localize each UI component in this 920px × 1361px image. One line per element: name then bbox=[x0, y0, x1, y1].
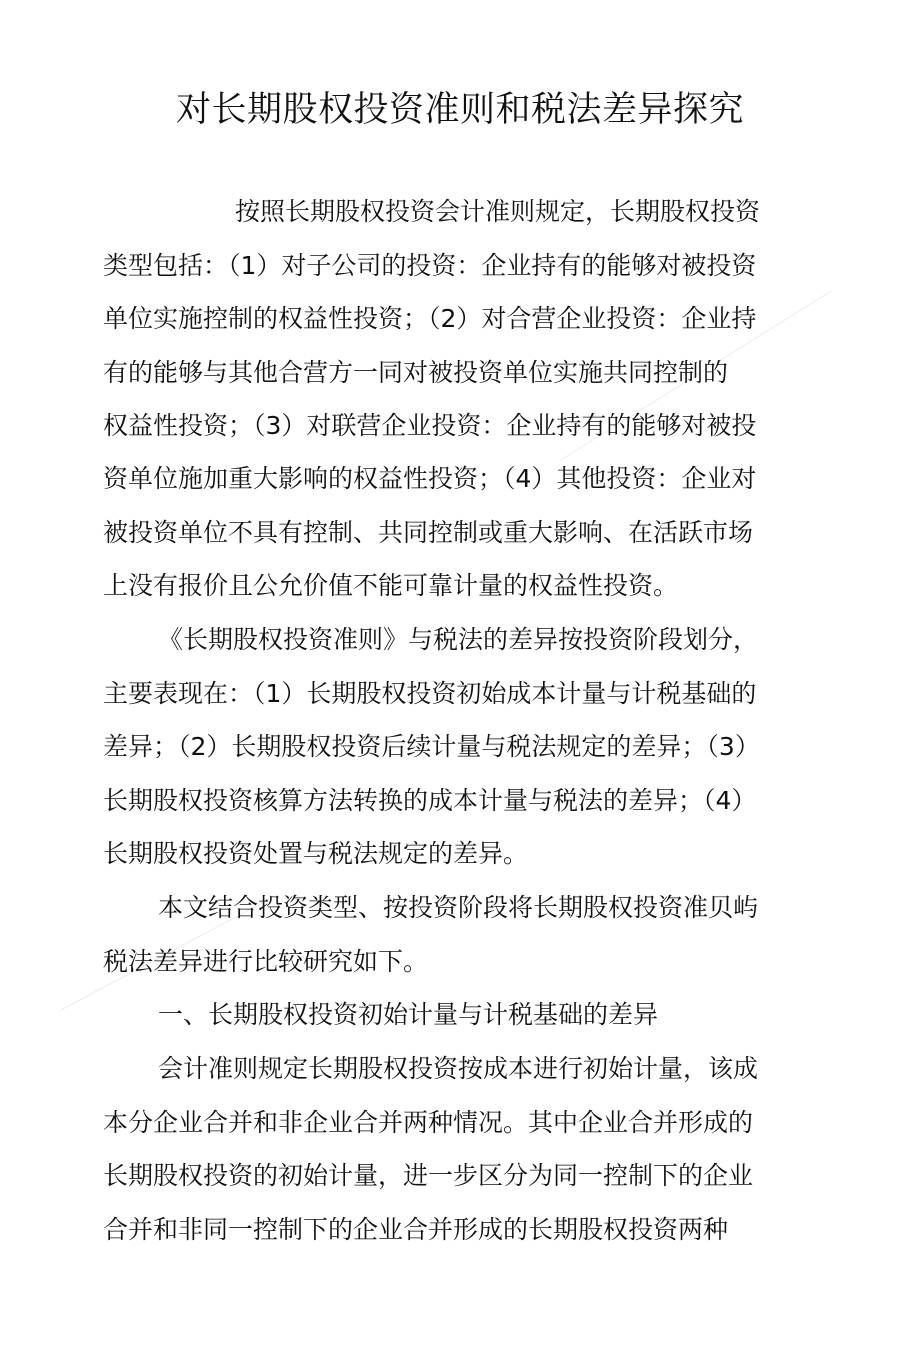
paragraph-4-line-2: 本分企业合并和非企业合并两种情况。其中企业合并形成的 bbox=[103, 1108, 754, 1137]
paragraph-1-line-7: 被投资单位不具有控制、共同控制或重大影响、在活跃市场 bbox=[103, 518, 754, 547]
paragraph-1-line-6: 资单位施加重大影响的权益性投资；（4）其他投资：企业对 bbox=[103, 464, 757, 493]
paragraph-4-line-1: 会计准则规定长期股权投资按成本进行初始计量，该成 bbox=[158, 1054, 759, 1083]
paragraph-2-line-4: 长期股权投资核算方法转换的成本计量与税法的差异；（4） bbox=[103, 786, 757, 815]
paragraph-1-line-2: 类型包括：（1）对子公司的投资：企业持有的能够对被投资 bbox=[103, 251, 757, 280]
section-heading-1: 一、长期股权投资初始计量与计税基础的差异 bbox=[158, 1000, 659, 1029]
paragraph-3-line-2: 税法差异进行比较研究如下。 bbox=[103, 947, 429, 976]
document-title: 对长期股权投资准则和税法差异探究 bbox=[175, 90, 744, 130]
paragraph-2-line-5: 长期股权投资处置与税法规定的差异。 bbox=[103, 839, 529, 868]
paragraph-1-line-8: 上没有报价且公允价值不能可靠计量的权益性投资。 bbox=[103, 571, 679, 600]
paragraph-4-line-3: 长期股权投资的初始计量，进一步区分为同一控制下的企业 bbox=[103, 1161, 754, 1190]
paragraph-1-line-3: 单位实施控制的权益性投资；（2）对合营企业投资：企业持 bbox=[103, 304, 757, 333]
paragraph-4-line-4: 合并和非同一控制下的企业合并形成的长期股权投资两种 bbox=[103, 1215, 729, 1244]
paragraph-1-line-1: 按照长期股权投资会计准则规定，长期股权投资 bbox=[235, 197, 761, 226]
paragraph-1-line-4: 有的能够与其他合营方一同对被投资单位实施共同控制的 bbox=[103, 358, 729, 387]
paragraph-3-line-1: 本文结合投资类型、按投资阶段将长期股权投资准贝屿 bbox=[158, 893, 759, 922]
paragraph-2-line-1: 《长期股权投资准则》与税法的差异按投资阶段划分， bbox=[158, 625, 759, 654]
paragraph-2-line-2: 主要表现在：（1）长期股权投资初始成本计量与计税基础的 bbox=[103, 679, 757, 708]
paragraph-2-line-3: 差异；（2）长期股权投资后续计量与税法规定的差异；（3） bbox=[103, 732, 760, 761]
paragraph-1-line-5: 权益性投资；（3）对联营企业投资：企业持有的能够对被投 bbox=[103, 411, 757, 440]
